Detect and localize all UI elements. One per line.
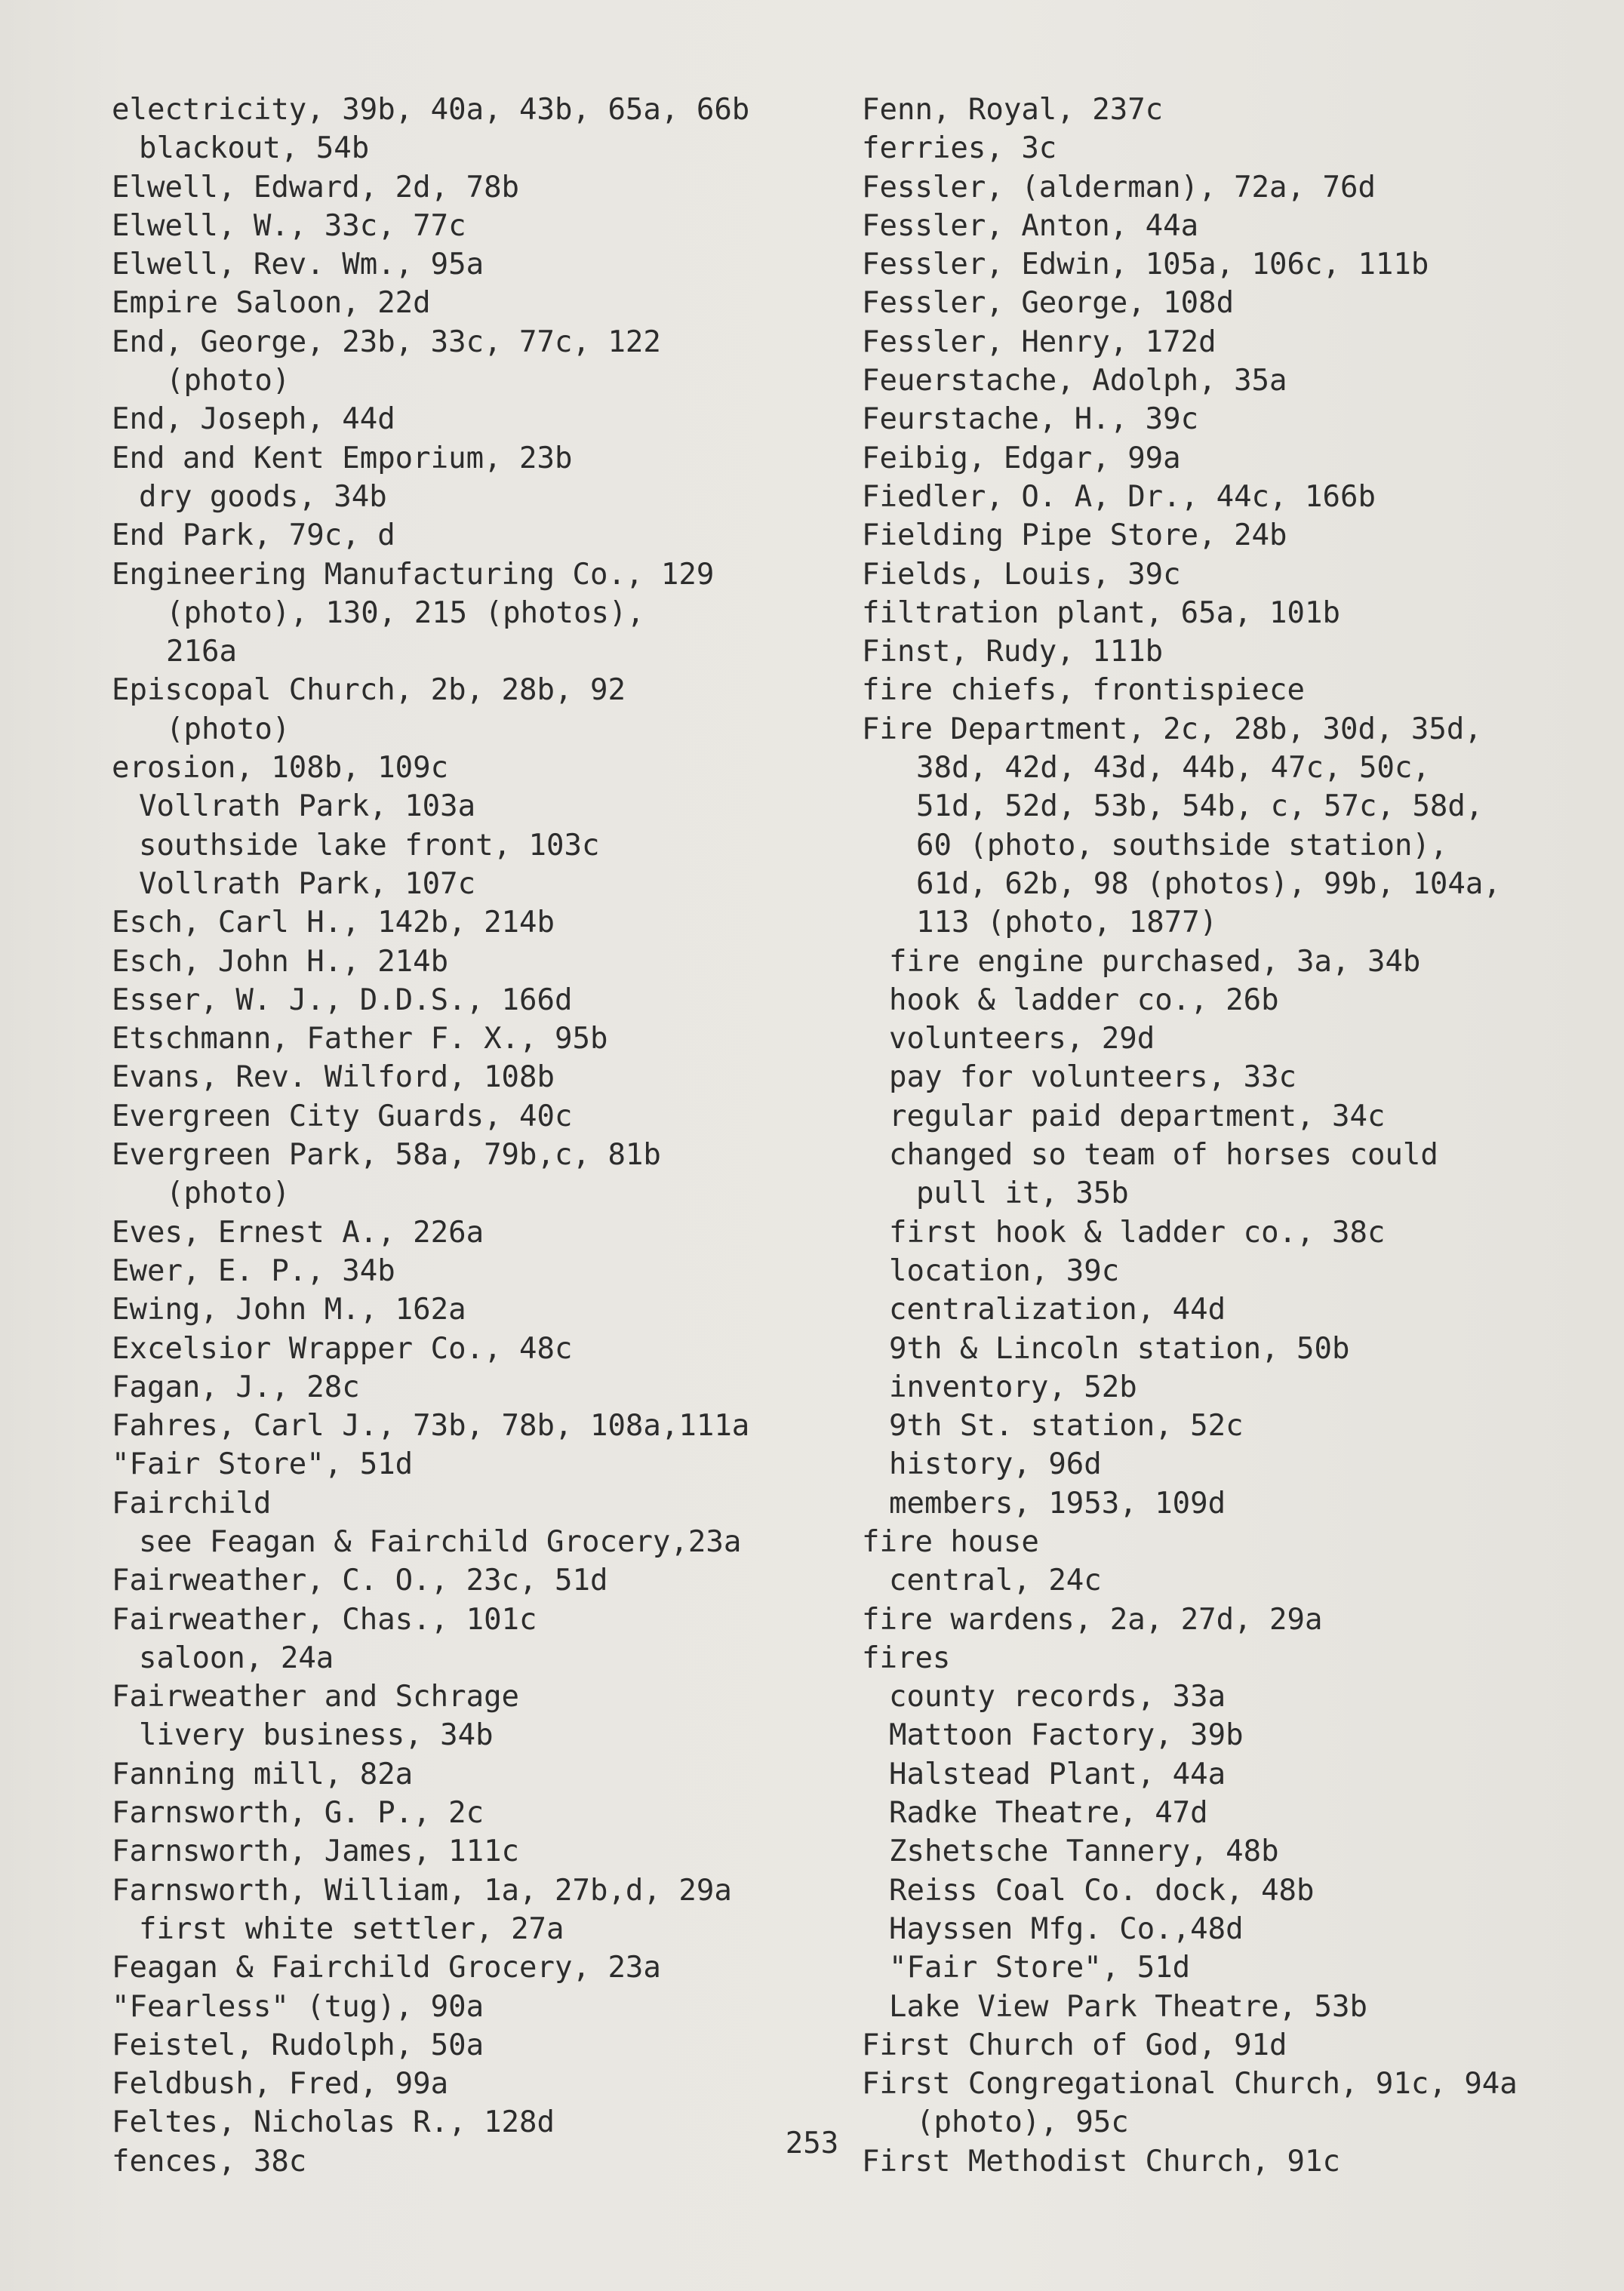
- index-subentry: 61d, 62b, 98 (photos), 99b, 104a,: [916, 866, 1501, 901]
- index-entry: Engineering Manufacturing Co., 129: [112, 557, 715, 592]
- index-entry: Ewing, John M., 162a: [112, 1293, 466, 1327]
- index-entry: Feibig, Edgar, 99a: [862, 441, 1181, 475]
- index-entry: Fessler, Anton, 44a: [862, 208, 1199, 243]
- index-subentry: Vollrath Park, 107c: [139, 866, 476, 901]
- index-subentry: livery business, 34b: [139, 1718, 494, 1753]
- index-entry: Fanning mill, 82a: [112, 1757, 414, 1791]
- index-entry: Empire Saloon, 22d: [112, 286, 431, 321]
- index-entry: End, George, 23b, 33c, 77c, 122: [112, 324, 661, 359]
- index-entry: End, Joseph, 44d: [112, 402, 395, 437]
- index-subentry: 113 (photo, 1877): [916, 906, 1218, 940]
- index-subentry: hook & ladder co., 26b: [889, 983, 1279, 1017]
- index-entry: Fessler, (alderman), 72a, 76d: [862, 170, 1376, 204]
- index-subentry: pull it, 35b: [916, 1176, 1129, 1211]
- index-entry: Finst, Rudy, 111b: [862, 635, 1164, 669]
- index-subentry: dry goods, 34b: [139, 479, 387, 514]
- index-entry: Feagan & Fairchild Grocery, 23a: [112, 1951, 661, 1985]
- index-entry: End Park, 79c, d: [112, 518, 395, 553]
- index-entry: Esser, W. J., D.D.S., 166d: [112, 983, 573, 1017]
- index-entry: Feuerstache, Adolph, 35a: [862, 364, 1287, 398]
- index-subentry: "Fair Store", 51d: [889, 1951, 1191, 1985]
- index-subentry: regular paid department, 34c: [889, 1099, 1386, 1133]
- index-subentry: (photo): [166, 712, 291, 746]
- index-entry: Farnsworth, William, 1a, 27b,d, 29a: [112, 1873, 732, 1908]
- index-subentry: central, 24c: [889, 1564, 1102, 1598]
- index-entry: End and Kent Emporium, 23b: [112, 441, 573, 475]
- index-entry: First Congregational Church, 91c, 94a: [862, 2067, 1518, 2102]
- index-subentry: Lake View Park Theatre, 53b: [889, 1989, 1367, 2024]
- index-entry: Elwell, Rev. Wm., 95a: [112, 248, 484, 282]
- index-entry: Episcopal Church, 2b, 28b, 92: [112, 673, 626, 708]
- index-entry: Elwell, W., 33c, 77c: [112, 208, 466, 243]
- index-entry: "Fearless" (tug), 90a: [112, 1989, 484, 2024]
- index-entry: Evans, Rev. Wilford, 108b: [112, 1060, 555, 1095]
- index-subentry: Radke Theatre, 47d: [889, 1796, 1208, 1831]
- index-entry: Farnsworth, James, 111c: [112, 1834, 520, 1869]
- index-entry: Evergreen City Guards, 40c: [112, 1099, 573, 1133]
- index-subentry: (photo): [166, 1176, 291, 1211]
- index-entry: Ewer, E. P., 34b: [112, 1253, 395, 1288]
- index-entry: Fahres, Carl J., 73b, 78b, 108a,111a: [112, 1409, 750, 1444]
- index-entry: Fairchild: [112, 1486, 272, 1521]
- index-subentry: inventory, 52b: [889, 1370, 1137, 1404]
- index-subentry: location, 39c: [889, 1253, 1120, 1288]
- index-entry: Fiedler, O. A, Dr., 44c, 166b: [862, 479, 1376, 514]
- index-entry: electricity, 39b, 40a, 43b, 65a, 66b: [112, 93, 750, 127]
- index-entry: Fessler, Henry, 172d: [862, 324, 1216, 359]
- index-subentry: Mattoon Factory, 39b: [889, 1718, 1244, 1753]
- index-entry: Evergreen Park, 58a, 79b,c, 81b: [112, 1138, 661, 1173]
- index-subentry: 216a: [166, 635, 237, 669]
- index-subentry: Reiss Coal Co. dock, 48b: [889, 1873, 1315, 1908]
- index-entry: "Fair Store", 51d: [112, 1447, 414, 1482]
- index-entry: Fire Department, 2c, 28b, 30d, 35d,: [862, 712, 1482, 746]
- index-subentry: (photo): [166, 364, 291, 398]
- page-number: 253: [785, 2126, 839, 2160]
- index-entry: fires: [862, 1641, 951, 1675]
- index-subentry: first hook & ladder co., 38c: [889, 1215, 1386, 1250]
- index-entry: Fessler, Edwin, 105a, 106c, 111b: [862, 248, 1429, 282]
- index-subentry: (photo), 95c: [916, 2105, 1129, 2140]
- index-entry: fire house: [862, 1524, 1039, 1559]
- index-column-right: [862, 91, 1601, 2181]
- index-entry: Fagan, J., 28c: [112, 1370, 360, 1404]
- index-entry: Feltes, Nicholas R., 128d: [112, 2105, 555, 2140]
- index-entry: Feistel, Rudolph, 50a: [112, 2028, 484, 2062]
- index-subentry: 38d, 42d, 43d, 44b, 47c, 50c,: [916, 751, 1430, 786]
- index-subentry: Halstead Plant, 44a: [889, 1757, 1226, 1791]
- index-entry: Fields, Louis, 39c: [862, 557, 1181, 592]
- index-subentry: saloon, 24a: [139, 1641, 334, 1675]
- index-subentry: members, 1953, 109d: [889, 1486, 1226, 1521]
- index-subentry: changed so team of horses could: [889, 1138, 1438, 1173]
- index-entry: Fairweather, Chas., 101c: [112, 1602, 537, 1637]
- index-entry: erosion, 108b, 109c: [112, 751, 449, 786]
- index-subentry: centralization, 44d: [889, 1293, 1226, 1327]
- index-subentry: southside lake front, 103c: [139, 828, 600, 863]
- index-entry: Fessler, George, 108d: [862, 286, 1235, 321]
- index-subentry: 60 (photo, southside station),: [916, 828, 1448, 863]
- index-entry: Fairweather and Schrage: [112, 1680, 520, 1714]
- index-entry: ferries, 3c: [862, 131, 1057, 166]
- index-entry: Eves, Ernest A., 226a: [112, 1215, 484, 1250]
- index-subentry: 51d, 52d, 53b, 54b, c, 57c, 58d,: [916, 789, 1484, 824]
- index-entry: Esch, John H., 214b: [112, 944, 449, 979]
- index-entry: fire wardens, 2a, 27d, 29a: [862, 1602, 1323, 1637]
- index-entry: fire chiefs, frontispiece: [862, 673, 1305, 708]
- index-entry: fences, 38c: [112, 2144, 307, 2179]
- index-entry: Feldbush, Fred, 99a: [112, 2067, 449, 2102]
- index-entry: Excelsior Wrapper Co., 48c: [112, 1331, 573, 1366]
- index-subentry: (photo), 130, 215 (photos),: [166, 595, 644, 630]
- index-entry: Etschmann, Father F. X., 95b: [112, 1022, 608, 1056]
- index-subentry: see Feagan & Fairchild Grocery,23a: [139, 1524, 742, 1559]
- index-subentry: first white settler, 27a: [139, 1911, 564, 1946]
- index-entry: Feurstache, H., 39c: [862, 402, 1199, 437]
- index-subentry: pay for volunteers, 33c: [889, 1060, 1297, 1095]
- index-subentry: Zshetsche Tannery, 48b: [889, 1834, 1279, 1869]
- index-entry: First Church of God, 91d: [862, 2028, 1287, 2062]
- index-subentry: county records, 33a: [889, 1680, 1226, 1714]
- index-subentry: 9th & Lincoln station, 50b: [889, 1331, 1350, 1366]
- index-entry: Fenn, Royal, 237c: [862, 93, 1164, 127]
- index-entry: Fielding Pipe Store, 24b: [862, 518, 1287, 553]
- index-entry: First Methodist Church, 91c: [862, 2144, 1340, 2179]
- index-entry: Elwell, Edward, 2d, 78b: [112, 170, 520, 204]
- index-entry: filtration plant, 65a, 101b: [862, 595, 1340, 630]
- index-subentry: volunteers, 29d: [889, 1022, 1155, 1056]
- index-subentry: history, 96d: [889, 1447, 1102, 1482]
- index-column-left: [112, 91, 836, 2181]
- index-subentry: Hayssen Mfg. Co.,48d: [889, 1911, 1244, 1946]
- index-entry: Esch, Carl H., 142b, 214b: [112, 906, 555, 940]
- index-entry: Fairweather, C. O., 23c, 51d: [112, 1564, 608, 1598]
- index-subentry: fire engine purchased, 3a, 34b: [889, 944, 1421, 979]
- index-subentry: 9th St. station, 52c: [889, 1409, 1244, 1444]
- index-subentry: blackout, 54b: [139, 131, 370, 166]
- index-entry: Farnsworth, G. P., 2c: [112, 1796, 484, 1831]
- index-subentry: Vollrath Park, 103a: [139, 789, 476, 824]
